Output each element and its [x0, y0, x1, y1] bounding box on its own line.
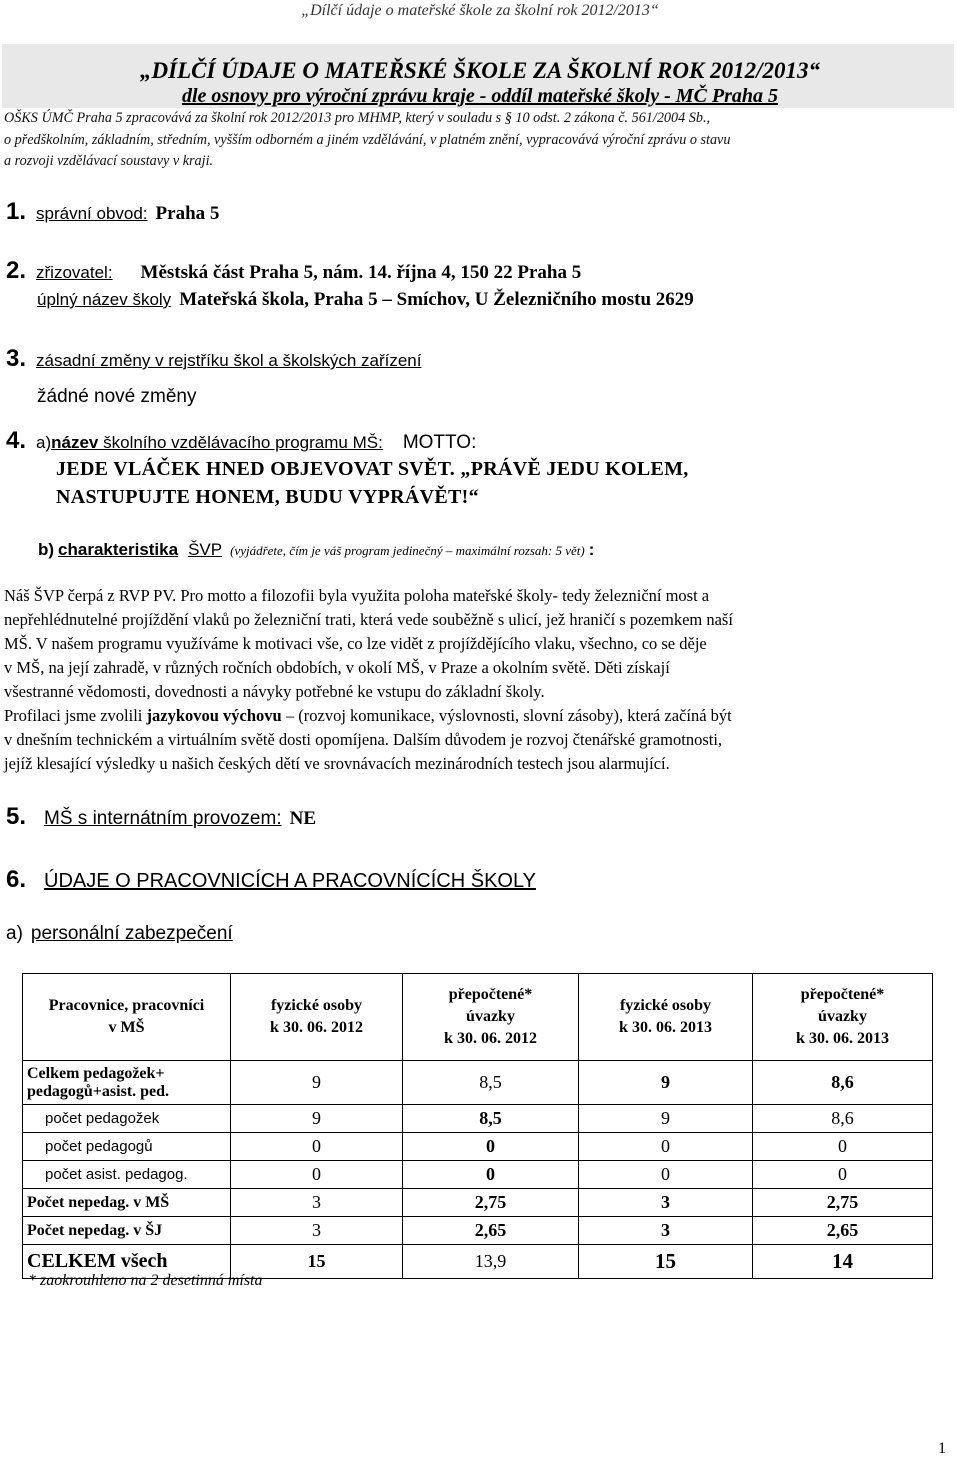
characteristics-label: charakteristika	[58, 540, 179, 559]
header-cell: fyzické osoby k 30. 06. 2012	[231, 974, 403, 1061]
characteristics-note: (vyjádřete, čím je váš program jedinečný – maximální rozsah: 5 vět)	[230, 543, 585, 558]
cell-value: 15	[231, 1245, 403, 1279]
paragraph-line: v dnešním technickém a virtuálním světě dosti opomíjena. Dalším důvodem je rozvoj čtenářské gramotnosti,	[4, 730, 723, 749]
running-header: „Dílčí údaje o mateřské škole za školní rok 2012/2013“	[301, 2, 659, 19]
bold-phrase: jazykovou výchovu	[146, 706, 282, 725]
fullname-label: úplný název školy	[37, 290, 172, 309]
section-6a	[6, 923, 233, 945]
cell-value: 0	[579, 1161, 753, 1189]
paragraph-line: Profilaci jsme zvolili jazykovou výchovu – (rozvoj komunikace, výslovnosti, slovní zásoby), která začíná být	[4, 706, 732, 725]
cell-value: 3	[231, 1189, 403, 1217]
section-4a	[6, 427, 476, 455]
header-cell: přepočtené* úvazky k 30. 06. 2013	[753, 974, 933, 1061]
row-label: CELKEM všech	[23, 1245, 231, 1279]
intro-line: a rozvoji vzdělávací soustavy v kraji.	[4, 153, 214, 169]
cell-value: 2,65	[753, 1217, 933, 1245]
section-number: 3.	[6, 345, 27, 372]
cell-value: 9	[579, 1061, 753, 1105]
subtitle-text: dle osnovy pro výroční zprávu kraje - oddíl mateřské školy - MČ Praha 5	[181, 85, 779, 107]
cell-value: 13,9	[403, 1245, 579, 1279]
cell-value: 9	[231, 1105, 403, 1133]
intro-line: OŠKS ÚMČ Praha 5 zpracovává za školní rok 2012/2013 pro MHMP, který v souladu s § 10 odst. 2 zákona č. 561/2004 Sb.,	[4, 110, 711, 126]
cell-value: 15	[579, 1245, 753, 1279]
section-number: 5.	[6, 803, 27, 830]
cell-value: 0	[403, 1161, 579, 1189]
item-prefix: a)	[36, 433, 52, 452]
table-row	[23, 1189, 933, 1217]
cell-value: 0	[753, 1161, 933, 1189]
cell-value: 0	[231, 1161, 403, 1189]
program-label-bold: název	[51, 433, 99, 452]
cell-value: 0	[753, 1133, 933, 1161]
section-value: žádné nové změny	[37, 386, 197, 407]
section-3	[6, 345, 422, 373]
cell-value: 2,75	[403, 1189, 579, 1217]
section-number: 4.	[6, 427, 27, 454]
page-subtitle	[0, 85, 960, 108]
section-label: MŠ s internátním provozem:	[44, 808, 282, 829]
page-number: 1	[938, 1440, 946, 1457]
section-number: 2.	[6, 257, 27, 284]
header-cell: Pracovnice, pracovníci v MŠ	[23, 974, 231, 1061]
subsection-label: personální zabezpečení	[30, 923, 233, 944]
svp-label: ŠVP	[188, 540, 223, 559]
paragraph	[4, 584, 956, 776]
cell-value: 8,6	[753, 1061, 933, 1105]
row-label: Počet nepedag. v MŠ	[23, 1189, 231, 1217]
cell-value: 3	[579, 1217, 753, 1245]
section-6	[6, 866, 536, 894]
item-prefix: a)	[6, 923, 23, 944]
cell-value: 2,75	[753, 1189, 933, 1217]
header-cell: přepočtené* úvazky k 30. 06. 2012	[403, 974, 579, 1061]
paragraph-line: v MŠ, na její zahradě, v různých ročních obdobích, v okolí MŠ, v Praze a okolním světě. Děti získají	[4, 658, 670, 677]
paragraph-line: Náš ŠVP čerpá z RVP PV. Pro motto a filozofii byla využita poloha mateřské školy- tedy železniční most a	[4, 586, 710, 605]
header-cell: fyzické osoby k 30. 06. 2013	[579, 974, 753, 1061]
section-label: zřizovatel:	[36, 263, 113, 282]
section-label: ÚDAJE O PRACOVNICÍCH A PRACOVNÍCÍCH ŠKOLY	[44, 870, 536, 892]
item-prefix: b)	[38, 540, 55, 559]
row-label: Celkem pedagožek+ pedagogů+asist. ped.	[23, 1061, 231, 1105]
table-row	[23, 1161, 933, 1189]
paragraph-line: všestranné vědomosti, dovednosti a návyky potřebné ke vstupu do základní školy.	[4, 682, 545, 701]
section-value: Praha 5	[155, 203, 220, 224]
staff-table	[22, 973, 933, 1279]
cell-value: 8,5	[403, 1105, 579, 1133]
section-label: zásadní změny v rejstříku škol a školských zařízení	[36, 351, 422, 370]
section-value: NE	[289, 808, 317, 829]
row-label: počet asist. pedagog.	[23, 1161, 231, 1189]
motto-line: NASTUPUJTE HONEM, BUDU VYPRÁVĚT!“	[56, 486, 479, 508]
cell-value: 3	[579, 1189, 753, 1217]
fullname-value: Mateřská škola, Praha 5 – Smíchov, U Železničního mostu 2629	[179, 289, 694, 310]
table-footnote: * zaokrouhleno na 2 desetinná místa	[28, 1272, 263, 1289]
paragraph-line: nepřehlédnutelné projíždění vlaků po železniční trati, která vede souběžně s ulicí, jež hraničí s pozemkem naší	[4, 610, 733, 629]
program-label: školního vzdělávacího programu MŠ:	[98, 433, 383, 452]
row-label: počet pedagogů	[23, 1133, 231, 1161]
section-value: Městská část Praha 5, nám. 14. října 4, 150 22 Praha 5	[140, 262, 582, 283]
section-number: 6.	[6, 866, 27, 893]
cell-value: 9	[579, 1105, 753, 1133]
row-label: počet pedagožek	[23, 1105, 231, 1133]
table-row	[23, 1133, 933, 1161]
section-number: 1.	[6, 198, 27, 225]
table-row	[23, 1105, 933, 1133]
page-title: „DÍLČÍ ÚDAJE O MATEŘSKÉ ŠKOLE ZA ŠKOLNÍ ROK 2012/2013“	[140, 58, 820, 83]
paragraph-line: jejíž klesající výsledky u našich českých dětí ve srovnávacích mezinárodních testech jsou alarmující.	[4, 754, 670, 773]
cell-value: 0	[231, 1133, 403, 1161]
motto-label: MOTTO:	[402, 432, 477, 453]
cell-value: 3	[231, 1217, 403, 1245]
table-header-row	[23, 974, 933, 1061]
school-fullname	[37, 289, 694, 311]
table-row	[23, 1217, 933, 1245]
cell-value: 8,5	[403, 1061, 579, 1105]
cell-value: 8,6	[753, 1105, 933, 1133]
colon: :	[588, 540, 595, 559]
cell-value: 9	[231, 1061, 403, 1105]
table-row	[23, 1061, 933, 1105]
cell-value: 14	[753, 1245, 933, 1279]
section-1	[6, 198, 219, 226]
intro-line: o předškolním, základním, středním, vyšším odborném a jiném vzdělávání, v platném znění, vypracovává výroční zprávu o stavu	[4, 132, 731, 148]
section-2	[6, 257, 581, 285]
paragraph-line: MŠ. V našem programu využíváme k motivaci vše, co lze vidět z projíždějícího vlaku, všechno, co se děje	[4, 634, 707, 653]
motto-line: JEDE VLÁČEK HNED OBJEVOVAT SVĚT. „PRÁVĚ JEDU KOLEM,	[56, 458, 689, 480]
cell-value: 0	[403, 1133, 579, 1161]
row-label: Počet nepedag. v ŠJ	[23, 1217, 231, 1245]
cell-value: 2,65	[403, 1217, 579, 1245]
section-label: správní obvod:	[36, 204, 148, 223]
section-4b	[38, 540, 594, 560]
cell-value: 0	[579, 1133, 753, 1161]
section-5	[6, 803, 316, 831]
